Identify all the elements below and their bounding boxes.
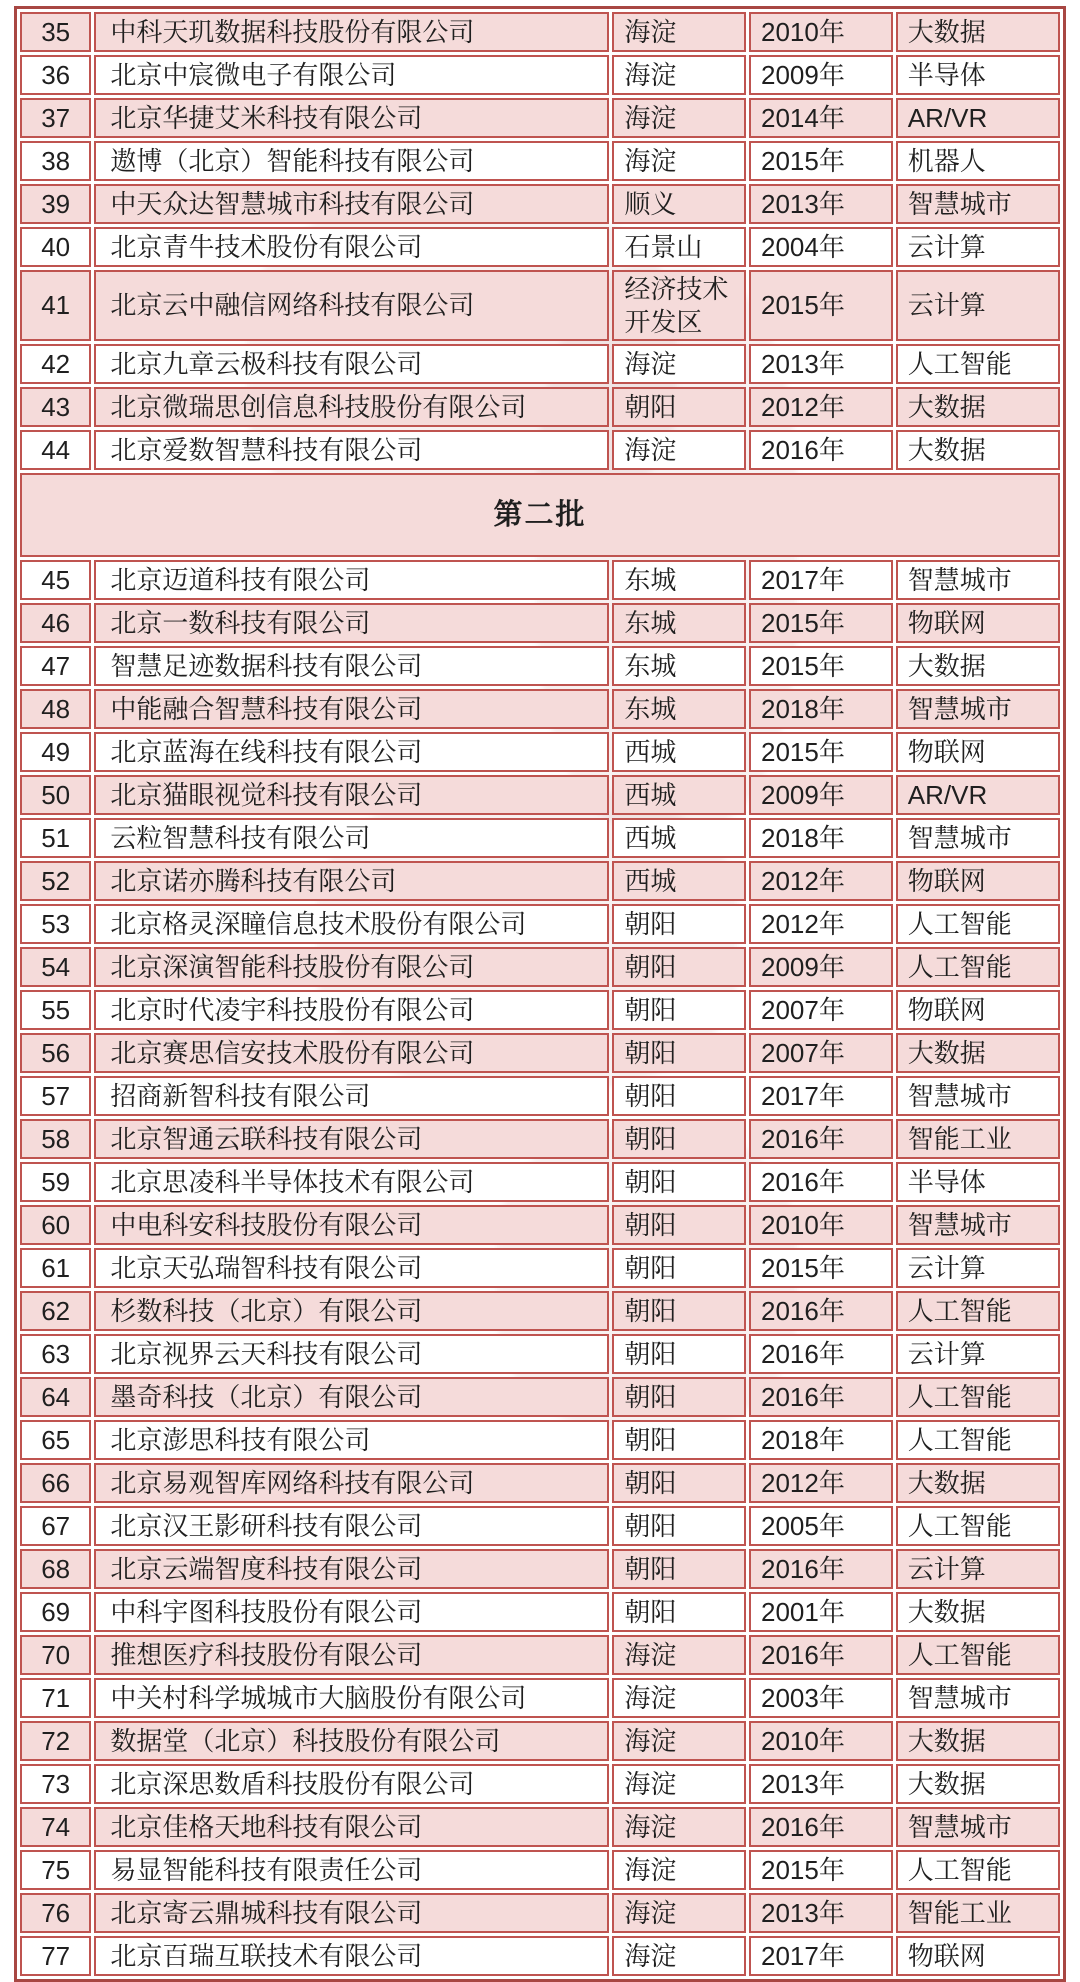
industry-cell: 智慧城市: [896, 1205, 1060, 1245]
district-cell: 西城: [612, 861, 746, 901]
founding-year-cell: 2012年: [749, 1463, 893, 1503]
company-name-cell: 中科天玑数据科技股份有限公司: [94, 12, 609, 52]
industry-cell: 云计算: [896, 270, 1060, 341]
company-name-cell: 云粒智慧科技有限公司: [94, 818, 609, 858]
table-row: [20, 430, 1060, 470]
founding-year-cell: 2007年: [749, 1033, 893, 1073]
company-name-cell: 北京格灵深瞳信息技术股份有限公司: [94, 904, 609, 944]
founding-year-cell: 2015年: [749, 1248, 893, 1288]
row-number-cell: 69: [20, 1592, 91, 1632]
company-name-cell: 北京猫眼视觉科技有限公司: [94, 775, 609, 815]
industry-cell: 人工智能: [896, 1291, 1060, 1331]
founding-year-cell: 2015年: [749, 732, 893, 772]
founding-year-cell: 2013年: [749, 1893, 893, 1933]
company-name-cell: 北京云端智度科技有限公司: [94, 1549, 609, 1589]
row-number-cell: 36: [20, 55, 91, 95]
founding-year-cell: 2017年: [749, 1076, 893, 1116]
industry-cell: 大数据: [896, 1033, 1060, 1073]
row-number-cell: 76: [20, 1893, 91, 1933]
company-name-cell: 中电科安科技股份有限公司: [94, 1205, 609, 1245]
industry-cell: 智慧城市: [896, 560, 1060, 600]
industry-cell: 半导体: [896, 1162, 1060, 1202]
district-cell: 东城: [612, 646, 746, 686]
company-name-cell: 北京天弘瑞智科技有限公司: [94, 1248, 609, 1288]
industry-cell: 物联网: [896, 861, 1060, 901]
industry-cell: 机器人: [896, 141, 1060, 181]
company-name-cell: 北京微瑞思创信息科技股份有限公司: [94, 387, 609, 427]
row-number-cell: 57: [20, 1076, 91, 1116]
company-table-body: [20, 12, 1060, 1976]
district-cell: 朝阳: [612, 1291, 746, 1331]
industry-cell: 人工智能: [896, 1635, 1060, 1675]
row-number-cell: 63: [20, 1334, 91, 1374]
district-cell: 东城: [612, 689, 746, 729]
founding-year-cell: 2010年: [749, 1721, 893, 1761]
district-cell: 海淀: [612, 12, 746, 52]
founding-year-cell: 2010年: [749, 1205, 893, 1245]
district-cell: 海淀: [612, 1893, 746, 1933]
row-number-cell: 72: [20, 1721, 91, 1761]
founding-year-cell: 2015年: [749, 1850, 893, 1890]
founding-year-cell: 2010年: [749, 12, 893, 52]
row-number-cell: 55: [20, 990, 91, 1030]
industry-cell: 物联网: [896, 603, 1060, 643]
table-row: [20, 1033, 1060, 1073]
founding-year-cell: 2016年: [749, 1807, 893, 1847]
company-name-cell: 北京视界云天科技有限公司: [94, 1334, 609, 1374]
industry-cell: 半导体: [896, 55, 1060, 95]
table-row: [20, 861, 1060, 901]
table-row: [20, 1721, 1060, 1761]
industry-cell: 物联网: [896, 1936, 1060, 1976]
row-number-cell: 39: [20, 184, 91, 224]
founding-year-cell: 2009年: [749, 947, 893, 987]
company-name-cell: 北京中宸微电子有限公司: [94, 55, 609, 95]
row-number-cell: 40: [20, 227, 91, 267]
district-cell: 经济技术开发区: [612, 270, 746, 341]
table-row: [20, 1334, 1060, 1374]
district-cell: 顺义: [612, 184, 746, 224]
industry-cell: 智能工业: [896, 1893, 1060, 1933]
company-name-cell: 北京赛思信安技术股份有限公司: [94, 1033, 609, 1073]
company-name-cell: 推想医疗科技股份有限公司: [94, 1635, 609, 1675]
industry-cell: 云计算: [896, 227, 1060, 267]
row-number-cell: 48: [20, 689, 91, 729]
company-name-cell: 北京迈道科技有限公司: [94, 560, 609, 600]
industry-cell: 大数据: [896, 430, 1060, 470]
table-row: [20, 603, 1060, 643]
founding-year-cell: 2017年: [749, 1936, 893, 1976]
founding-year-cell: 2013年: [749, 344, 893, 384]
company-name-cell: 中天众达智慧城市科技有限公司: [94, 184, 609, 224]
founding-year-cell: 2016年: [749, 1635, 893, 1675]
company-name-cell: 北京华捷艾米科技有限公司: [94, 98, 609, 138]
district-cell: 海淀: [612, 1764, 746, 1804]
district-cell: 朝阳: [612, 1549, 746, 1589]
founding-year-cell: 2016年: [749, 1162, 893, 1202]
company-name-cell: 北京澎思科技有限公司: [94, 1420, 609, 1460]
row-number-cell: 47: [20, 646, 91, 686]
table-row: [20, 227, 1060, 267]
row-number-cell: 44: [20, 430, 91, 470]
industry-cell: 大数据: [896, 1764, 1060, 1804]
table-row: [20, 990, 1060, 1030]
industry-cell: 人工智能: [896, 344, 1060, 384]
batch-section-row: [20, 473, 1060, 557]
industry-cell: 云计算: [896, 1248, 1060, 1288]
district-cell: 朝阳: [612, 1248, 746, 1288]
table-row: [20, 1076, 1060, 1116]
row-number-cell: 65: [20, 1420, 91, 1460]
district-cell: 朝阳: [612, 1592, 746, 1632]
table-row: [20, 1205, 1060, 1245]
row-number-cell: 74: [20, 1807, 91, 1847]
row-number-cell: 52: [20, 861, 91, 901]
company-name-cell: 北京蓝海在线科技有限公司: [94, 732, 609, 772]
founding-year-cell: 2018年: [749, 818, 893, 858]
table-row: [20, 1850, 1060, 1890]
company-name-cell: 北京云中融信网络科技有限公司: [94, 270, 609, 341]
table-row: [20, 646, 1060, 686]
founding-year-cell: 2016年: [749, 430, 893, 470]
table-row: [20, 904, 1060, 944]
founding-year-cell: 2012年: [749, 861, 893, 901]
district-cell: 朝阳: [612, 1506, 746, 1546]
founding-year-cell: 2013年: [749, 184, 893, 224]
district-cell: 海淀: [612, 1936, 746, 1976]
founding-year-cell: 2003年: [749, 1678, 893, 1718]
industry-cell: 人工智能: [896, 1506, 1060, 1546]
district-cell: 石景山: [612, 227, 746, 267]
row-number-cell: 71: [20, 1678, 91, 1718]
district-cell: 朝阳: [612, 1033, 746, 1073]
row-number-cell: 45: [20, 560, 91, 600]
industry-cell: 人工智能: [896, 1377, 1060, 1417]
row-number-cell: 56: [20, 1033, 91, 1073]
district-cell: 西城: [612, 732, 746, 772]
table-row: [20, 689, 1060, 729]
row-number-cell: 77: [20, 1936, 91, 1976]
founding-year-cell: 2016年: [749, 1549, 893, 1589]
table-row: [20, 1420, 1060, 1460]
table-row: [20, 1592, 1060, 1632]
company-name-cell: 北京一数科技有限公司: [94, 603, 609, 643]
industry-cell: 物联网: [896, 732, 1060, 772]
row-number-cell: 68: [20, 1549, 91, 1589]
table-row: [20, 947, 1060, 987]
company-name-cell: 北京九章云极科技有限公司: [94, 344, 609, 384]
table-row: [20, 1678, 1060, 1718]
row-number-cell: 60: [20, 1205, 91, 1245]
table-row: [20, 270, 1060, 341]
founding-year-cell: 2018年: [749, 689, 893, 729]
row-number-cell: 61: [20, 1248, 91, 1288]
row-number-cell: 58: [20, 1119, 91, 1159]
district-cell: 东城: [612, 603, 746, 643]
district-cell: 朝阳: [612, 1076, 746, 1116]
founding-year-cell: 2009年: [749, 775, 893, 815]
industry-cell: 人工智能: [896, 947, 1060, 987]
district-cell: 海淀: [612, 1721, 746, 1761]
row-number-cell: 49: [20, 732, 91, 772]
company-name-cell: 遨博（北京）智能科技有限公司: [94, 141, 609, 181]
founding-year-cell: 2009年: [749, 55, 893, 95]
company-name-cell: 中关村科学城城市大脑股份有限公司: [94, 1678, 609, 1718]
table-row: [20, 818, 1060, 858]
district-cell: 朝阳: [612, 1162, 746, 1202]
district-cell: 朝阳: [612, 990, 746, 1030]
table-row: [20, 1119, 1060, 1159]
table-row: [20, 12, 1060, 52]
table-row: [20, 1807, 1060, 1847]
district-cell: 朝阳: [612, 1377, 746, 1417]
company-name-cell: 北京易观智库网络科技有限公司: [94, 1463, 609, 1503]
company-name-cell: 数据堂（北京）科技股份有限公司: [94, 1721, 609, 1761]
table-row: [20, 141, 1060, 181]
industry-cell: 大数据: [896, 1721, 1060, 1761]
industry-cell: 人工智能: [896, 1420, 1060, 1460]
district-cell: 朝阳: [612, 904, 746, 944]
row-number-cell: 50: [20, 775, 91, 815]
industry-cell: 大数据: [896, 12, 1060, 52]
company-name-cell: 杉数科技（北京）有限公司: [94, 1291, 609, 1331]
row-number-cell: 62: [20, 1291, 91, 1331]
table-row: [20, 560, 1060, 600]
founding-year-cell: 2016年: [749, 1291, 893, 1331]
table-row: [20, 775, 1060, 815]
company-name-cell: 北京佳格天地科技有限公司: [94, 1807, 609, 1847]
founding-year-cell: 2015年: [749, 270, 893, 341]
founding-year-cell: 2017年: [749, 560, 893, 600]
table-row: [20, 1764, 1060, 1804]
district-cell: 朝阳: [612, 1463, 746, 1503]
founding-year-cell: 2012年: [749, 904, 893, 944]
company-name-cell: 北京时代凌宇科技股份有限公司: [94, 990, 609, 1030]
industry-cell: 智慧城市: [896, 689, 1060, 729]
row-number-cell: 54: [20, 947, 91, 987]
founding-year-cell: 2014年: [749, 98, 893, 138]
company-name-cell: 中科宇图科技股份有限公司: [94, 1592, 609, 1632]
company-name-cell: 北京青牛技术股份有限公司: [94, 227, 609, 267]
founding-year-cell: 2013年: [749, 1764, 893, 1804]
district-cell: 海淀: [612, 55, 746, 95]
company-name-cell: 北京汉王影研科技有限公司: [94, 1506, 609, 1546]
founding-year-cell: 2016年: [749, 1119, 893, 1159]
district-cell: 东城: [612, 560, 746, 600]
founding-year-cell: 2004年: [749, 227, 893, 267]
district-cell: 朝阳: [612, 1334, 746, 1374]
company-name-cell: 中能融合智慧科技有限公司: [94, 689, 609, 729]
row-number-cell: 38: [20, 141, 91, 181]
row-number-cell: 43: [20, 387, 91, 427]
founding-year-cell: 2005年: [749, 1506, 893, 1546]
district-cell: 朝阳: [612, 1119, 746, 1159]
table-row: [20, 98, 1060, 138]
company-name-cell: 墨奇科技（北京）有限公司: [94, 1377, 609, 1417]
industry-cell: AR/VR: [896, 775, 1060, 815]
industry-cell: 物联网: [896, 990, 1060, 1030]
founding-year-cell: 2016年: [749, 1377, 893, 1417]
district-cell: 海淀: [612, 1678, 746, 1718]
district-cell: 海淀: [612, 98, 746, 138]
table-row: [20, 1635, 1060, 1675]
table-row: [20, 184, 1060, 224]
district-cell: 海淀: [612, 1850, 746, 1890]
row-number-cell: 64: [20, 1377, 91, 1417]
row-number-cell: 66: [20, 1463, 91, 1503]
industry-cell: 大数据: [896, 1592, 1060, 1632]
row-number-cell: 35: [20, 12, 91, 52]
district-cell: 西城: [612, 818, 746, 858]
company-list-table-wrapper: [14, 6, 1066, 1982]
row-number-cell: 41: [20, 270, 91, 341]
company-name-cell: 北京爱数智慧科技有限公司: [94, 430, 609, 470]
table-row: [20, 387, 1060, 427]
company-list-table: [17, 9, 1063, 1979]
table-row: [20, 1162, 1060, 1202]
industry-cell: 云计算: [896, 1549, 1060, 1589]
founding-year-cell: 2015年: [749, 646, 893, 686]
table-row: [20, 1936, 1060, 1976]
industry-cell: 云计算: [896, 1334, 1060, 1374]
district-cell: 海淀: [612, 1635, 746, 1675]
row-number-cell: 37: [20, 98, 91, 138]
industry-cell: 智慧城市: [896, 1076, 1060, 1116]
row-number-cell: 42: [20, 344, 91, 384]
industry-cell: 大数据: [896, 387, 1060, 427]
founding-year-cell: 2007年: [749, 990, 893, 1030]
industry-cell: AR/VR: [896, 98, 1060, 138]
company-name-cell: 易显智能科技有限责任公司: [94, 1850, 609, 1890]
industry-cell: 智慧城市: [896, 1807, 1060, 1847]
table-row: [20, 1506, 1060, 1546]
district-cell: 朝阳: [612, 1420, 746, 1460]
industry-cell: 大数据: [896, 1463, 1060, 1503]
company-name-cell: 智慧足迹数据科技有限公司: [94, 646, 609, 686]
row-number-cell: 59: [20, 1162, 91, 1202]
company-name-cell: 招商新智科技有限公司: [94, 1076, 609, 1116]
founding-year-cell: 2018年: [749, 1420, 893, 1460]
founding-year-cell: 2015年: [749, 603, 893, 643]
district-cell: 朝阳: [612, 387, 746, 427]
company-name-cell: 北京百瑞互联技术有限公司: [94, 1936, 609, 1976]
row-number-cell: 46: [20, 603, 91, 643]
district-cell: 海淀: [612, 430, 746, 470]
batch-section-label: 第二批: [20, 473, 1060, 557]
row-number-cell: 75: [20, 1850, 91, 1890]
district-cell: 朝阳: [612, 1205, 746, 1245]
company-name-cell: 北京深演智能科技股份有限公司: [94, 947, 609, 987]
table-row: [20, 1377, 1060, 1417]
industry-cell: 智慧城市: [896, 818, 1060, 858]
company-name-cell: 北京智通云联科技有限公司: [94, 1119, 609, 1159]
founding-year-cell: 2001年: [749, 1592, 893, 1632]
table-row: [20, 732, 1060, 772]
row-number-cell: 73: [20, 1764, 91, 1804]
district-cell: 海淀: [612, 141, 746, 181]
industry-cell: 人工智能: [896, 1850, 1060, 1890]
district-cell: 海淀: [612, 344, 746, 384]
district-cell: 朝阳: [612, 947, 746, 987]
row-number-cell: 70: [20, 1635, 91, 1675]
company-name-cell: 北京寄云鼎城科技有限公司: [94, 1893, 609, 1933]
district-cell: 海淀: [612, 1807, 746, 1847]
industry-cell: 智慧城市: [896, 184, 1060, 224]
table-row: [20, 344, 1060, 384]
table-row: [20, 1248, 1060, 1288]
row-number-cell: 53: [20, 904, 91, 944]
table-row: [20, 1463, 1060, 1503]
table-row: [20, 1291, 1060, 1331]
row-number-cell: 51: [20, 818, 91, 858]
industry-cell: 智慧城市: [896, 1678, 1060, 1718]
industry-cell: 大数据: [896, 646, 1060, 686]
district-cell: 西城: [612, 775, 746, 815]
founding-year-cell: 2012年: [749, 387, 893, 427]
table-row: [20, 1549, 1060, 1589]
company-name-cell: 北京诺亦腾科技有限公司: [94, 861, 609, 901]
founding-year-cell: 2015年: [749, 141, 893, 181]
company-name-cell: 北京深思数盾科技股份有限公司: [94, 1764, 609, 1804]
table-row: [20, 55, 1060, 95]
row-number-cell: 67: [20, 1506, 91, 1546]
industry-cell: 智能工业: [896, 1119, 1060, 1159]
table-row: [20, 1893, 1060, 1933]
founding-year-cell: 2016年: [749, 1334, 893, 1374]
company-name-cell: 北京思凌科半导体技术有限公司: [94, 1162, 609, 1202]
industry-cell: 人工智能: [896, 904, 1060, 944]
